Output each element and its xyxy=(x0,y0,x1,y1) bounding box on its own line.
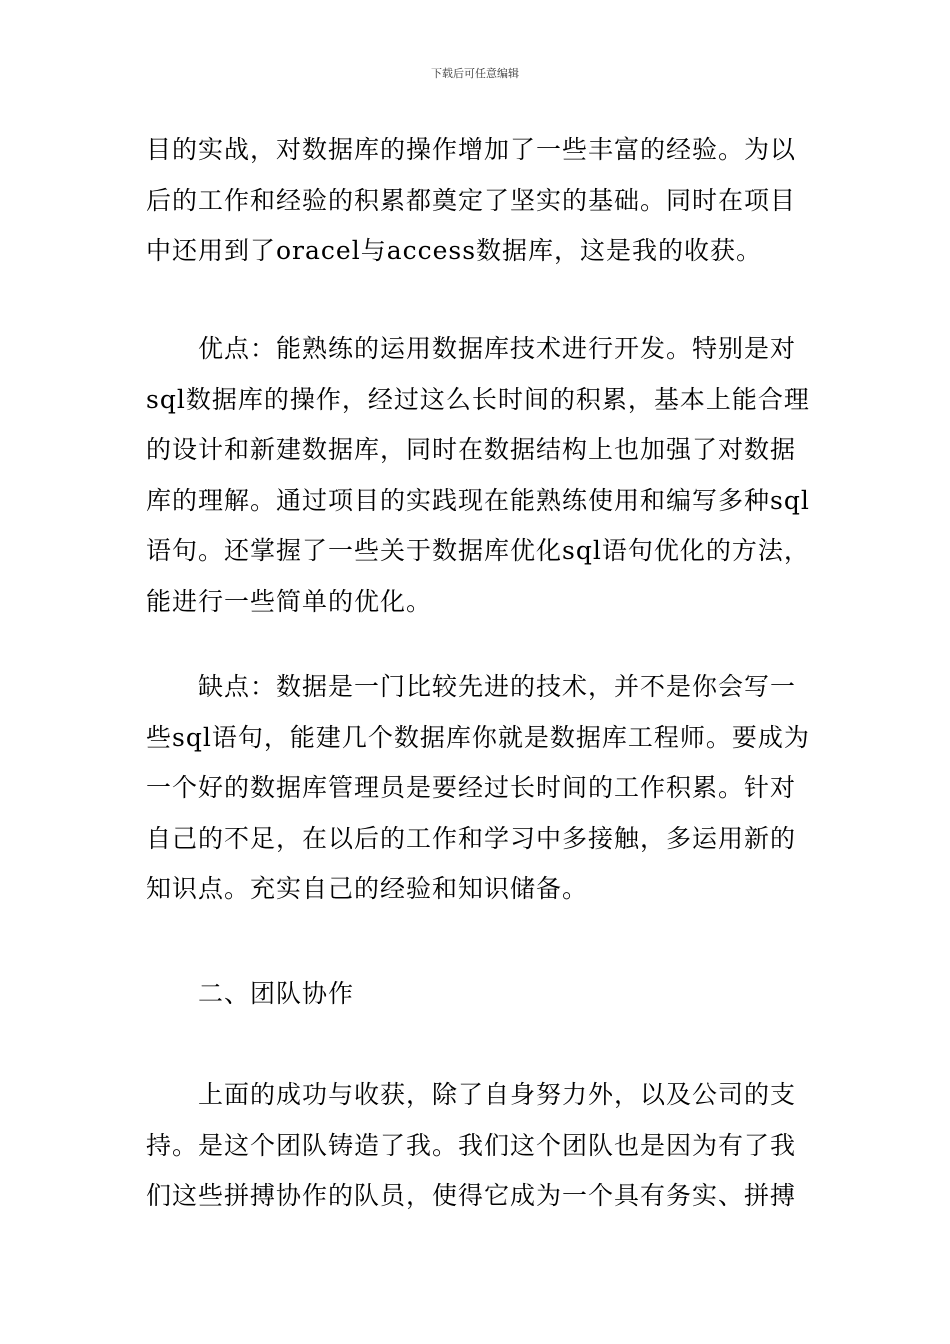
text-line: 上面的成功与收获，除了自身努力外，以及公司的支 xyxy=(198,1080,797,1109)
paragraph-strengths xyxy=(146,324,818,627)
text-line: 些sql语句，能建几个数据库你就是数据库工程师。要成为 xyxy=(146,722,810,752)
text-line: 自己的不足，在以后的工作和学习中多接触，多运用新的 xyxy=(146,823,797,853)
text-line: 能进行一些简单的优化。 xyxy=(146,586,433,616)
text-line: 语句。还掌握了一些关于数据库优化sql语句优化的方法， xyxy=(146,536,810,565)
text-line: 库的理解。通过项目的实践现在能熟练使用和编写多种sql xyxy=(146,485,810,515)
text-line: 持。是这个团队铸造了我。我们这个团队也是因为有了我 xyxy=(146,1130,797,1160)
text-line: 中还用到了oracel与access数据库，这是我的收获。 xyxy=(146,236,763,265)
text-line: 一个好的数据库管理员是要经过长时间的工作积累。针对 xyxy=(146,773,797,802)
text-line: 知识点。充实自己的经验和知识储备。 xyxy=(146,874,589,903)
text-line: sql数据库的操作，经过这么长时间的积累，基本上能合理 xyxy=(146,384,810,414)
text-line: 的设计和新建数据库，同时在数据结构上也加强了对数据 xyxy=(146,435,797,464)
section-heading-teamwork xyxy=(146,969,818,1020)
text-line: 优点：能熟练的运用数据库技术进行开发。特别是对 xyxy=(198,334,797,363)
paragraph-project-experience xyxy=(146,125,818,277)
paragraph-teamwork xyxy=(146,1070,818,1222)
text-line: 后的工作和经验的积累都奠定了坚实的基础。同时在项目 xyxy=(146,185,797,215)
section-heading: 二、团队协作 xyxy=(198,979,355,1008)
page-header: 下载后可任意编辑 xyxy=(431,67,519,80)
paragraph-weaknesses xyxy=(146,662,818,915)
text-line: 目的实战，对数据库的操作增加了一些丰富的经验。为以 xyxy=(146,135,797,164)
text-line: 们这些拼搏协作的队员，使得它成为一个具有务实、拼搏 xyxy=(146,1181,797,1210)
text-line: 缺点：数据是一门比较先进的技术，并不是你会写一 xyxy=(198,672,797,701)
